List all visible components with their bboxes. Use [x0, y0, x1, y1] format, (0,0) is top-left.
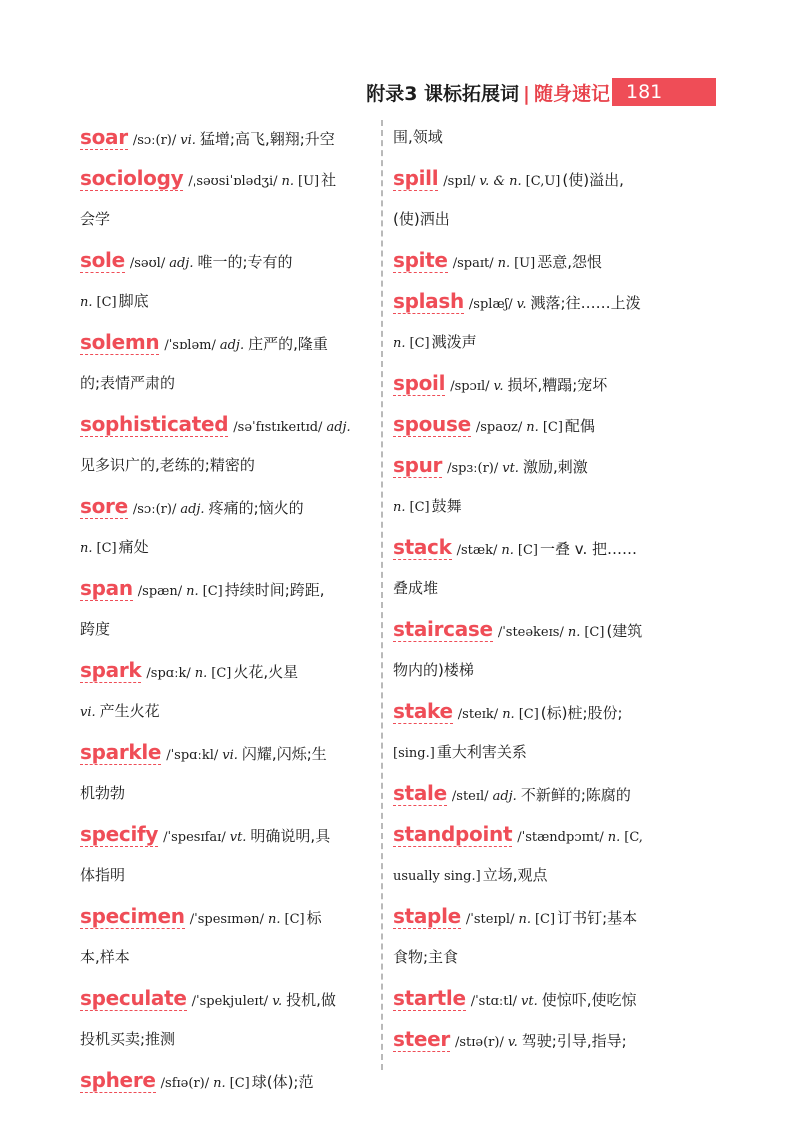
- definition: (使)溢出,: [562, 171, 624, 189]
- grammar-label: [C]: [211, 666, 232, 681]
- grammar-label: [sing.]: [393, 746, 435, 761]
- entry-continuation: [80, 691, 374, 732]
- definition: 重大利害关系: [436, 743, 527, 761]
- part-of-speech: n.: [186, 584, 199, 599]
- headword: stack: [393, 535, 452, 559]
- entry-continuation: [80, 527, 374, 568]
- headword: startle: [393, 986, 466, 1010]
- phonetic: /ˈsɒləm/: [164, 338, 216, 353]
- definition: 溅落;往……上泼: [530, 294, 641, 312]
- headword: spoil: [393, 371, 446, 395]
- part-of-speech: v. & n.: [479, 174, 522, 189]
- phonetic: /steɪl/: [451, 789, 489, 804]
- phonetic: /səˈfɪstɪkeɪtɪd/: [233, 420, 323, 435]
- dictionary-entry: [393, 1019, 693, 1060]
- definition: 机勃勃: [80, 784, 126, 802]
- headword: spite: [393, 248, 448, 272]
- definition: 的;表情严肃的: [80, 374, 176, 392]
- dictionary-entry: [393, 363, 693, 404]
- phonetic: /ˈspesɪmən/: [189, 912, 264, 927]
- part-of-speech: n.: [393, 336, 406, 351]
- definition: 明确说明,具: [250, 827, 331, 845]
- headword: specimen: [80, 904, 185, 928]
- part-of-speech: adj.: [326, 420, 351, 435]
- phonetic: /sfɪə(r)/: [160, 1076, 210, 1091]
- definition: 配偶: [564, 417, 595, 435]
- entry-continuation: [393, 199, 693, 240]
- grammar-label: [C]: [96, 295, 117, 310]
- grammar-label: [C]: [542, 420, 563, 435]
- phonetic: /səʊl/: [129, 256, 166, 271]
- definition: (使)洒出: [393, 210, 450, 228]
- part-of-speech: n.: [567, 625, 581, 640]
- entry-continuation: [80, 281, 374, 322]
- definition: 投机,做: [286, 991, 336, 1009]
- left-column: [80, 117, 374, 1101]
- definition: 标: [306, 909, 322, 927]
- grammar-label: [C,U]: [525, 174, 561, 189]
- phonetic: /sɔː(r)/: [132, 502, 177, 517]
- dictionary-entry: [393, 978, 693, 1019]
- right-column: [393, 117, 693, 1060]
- phonetic: /ˈspɑːkl/: [166, 748, 219, 763]
- definition: 唯一的;专有的: [197, 253, 293, 271]
- part-of-speech: n.: [526, 420, 539, 435]
- headword: specify: [80, 822, 159, 846]
- part-of-speech: vt.: [521, 994, 538, 1009]
- part-of-speech: adj.: [492, 789, 517, 804]
- definition: 损坏,糟蹋;宠坏: [507, 376, 608, 394]
- phonetic: /spɪl/: [443, 174, 476, 189]
- part-of-speech: n.: [497, 256, 511, 271]
- header-appendix: 附录3 课标拓展词: [366, 83, 520, 105]
- phonetic: /ˈsteəkeɪs/: [497, 625, 564, 640]
- part-of-speech: n.: [281, 174, 295, 189]
- headword: spill: [393, 166, 439, 190]
- headword: stake: [393, 699, 453, 723]
- phonetic: /ˈstɑːtl/: [470, 994, 518, 1009]
- dictionary-entry: [80, 732, 374, 773]
- dictionary-entry: [80, 814, 374, 855]
- phonetic: /spæn/: [137, 584, 183, 599]
- phonetic: /sɔː(r)/: [132, 133, 177, 148]
- definition: 溅泼声: [431, 333, 477, 351]
- dictionary-entry: [80, 322, 374, 363]
- definition: 球(体);范: [251, 1073, 314, 1091]
- part-of-speech: vi.: [222, 748, 238, 763]
- entry-continuation: [80, 855, 374, 896]
- grammar-label: [C]: [409, 500, 430, 515]
- grammar-label: [C]: [584, 625, 605, 640]
- dictionary-entry: [80, 404, 374, 445]
- headword: sociology: [80, 166, 184, 190]
- definition: 叠成堆: [393, 579, 439, 597]
- header-title: [366, 79, 610, 106]
- dictionary-entry: [80, 896, 374, 937]
- dictionary-entry: [393, 281, 693, 322]
- entry-continuation: [393, 486, 693, 527]
- headword: steer: [393, 1027, 450, 1051]
- phonetic: /spaʊz/: [475, 420, 523, 435]
- phonetic: /ˈstændpɔɪnt/: [517, 830, 604, 845]
- part-of-speech: vi.: [180, 133, 196, 148]
- dictionary-entry: [393, 240, 693, 281]
- dictionary-entry: [80, 1060, 374, 1101]
- dictionary-entry: [393, 158, 693, 199]
- phonetic: /spɔɪl/: [450, 379, 490, 394]
- entry-continuation: [80, 773, 374, 814]
- headword: staple: [393, 904, 461, 928]
- definition: 持续时间;跨距,: [224, 581, 325, 599]
- phonetic: /ˈspekjuleɪt/: [191, 994, 269, 1009]
- headword: sophisticated: [80, 412, 229, 436]
- phonetic: /spɑːk/: [146, 666, 191, 681]
- headword: solemn: [80, 330, 160, 354]
- definition: 食物;主食: [393, 948, 459, 966]
- definition: 痛处: [118, 538, 149, 556]
- definition: 产生火花: [99, 702, 160, 720]
- definition: 社: [321, 171, 337, 189]
- grammar-label: usually sing.]: [393, 869, 481, 884]
- part-of-speech: adj.: [219, 338, 245, 353]
- dictionary-entry: [80, 486, 374, 527]
- dictionary-entry: [80, 978, 374, 1019]
- entry-continuation: [80, 199, 374, 240]
- headword: soar: [80, 125, 128, 149]
- phonetic: /stæk/: [456, 543, 498, 558]
- dictionary-entry: [393, 609, 693, 650]
- entry-continuation: [80, 609, 374, 650]
- dictionary-entry: [393, 691, 693, 732]
- entry-continuation: [80, 363, 374, 404]
- phonetic: /spaɪt/: [452, 256, 494, 271]
- headword: sole: [80, 248, 125, 272]
- grammar-label: [C]: [534, 912, 556, 927]
- part-of-speech: n.: [502, 707, 515, 722]
- headword: sparkle: [80, 740, 162, 764]
- definition: 火花,火星: [233, 663, 299, 681]
- part-of-speech: n.: [268, 912, 281, 927]
- definition: 围,领域: [393, 128, 443, 146]
- grammar-label: [C]: [409, 336, 430, 351]
- page-number-badge: 181: [612, 78, 716, 106]
- headword: standpoint: [393, 822, 513, 846]
- grammar-label: [C]: [284, 912, 305, 927]
- grammar-label: [C]: [96, 541, 117, 556]
- definition: 驾驶;引导,指导;: [521, 1032, 627, 1050]
- entry-continuation: [393, 322, 693, 363]
- headword: stale: [393, 781, 447, 805]
- dictionary-entry: [393, 527, 693, 568]
- entry-continuation: [393, 568, 693, 609]
- definition: 见多识广的,老练的;精密的: [80, 456, 255, 474]
- dictionary-entry: [393, 773, 693, 814]
- entry-continuation: [80, 1019, 374, 1060]
- grammar-label: [U]: [298, 174, 320, 189]
- dictionary-entry: [393, 404, 693, 445]
- column-divider: [381, 120, 383, 1070]
- part-of-speech: n.: [213, 1076, 226, 1091]
- headword: sphere: [80, 1068, 156, 1092]
- phonetic: /ˈsteɪpl/: [465, 912, 515, 927]
- definition: 恶意,怨恨: [537, 253, 602, 271]
- definition: 激励,刺激: [522, 458, 588, 476]
- phonetic: /splæʃ/: [468, 297, 513, 312]
- part-of-speech: adj.: [180, 502, 205, 517]
- definition: 疼痛的;恼火的: [208, 499, 304, 517]
- dictionary-entry: [80, 650, 374, 691]
- part-of-speech: n.: [501, 543, 514, 558]
- definition: 鼓舞: [431, 497, 462, 515]
- part-of-speech: vt.: [502, 461, 519, 476]
- definition: 立场,观点: [482, 866, 548, 884]
- grammar-label: [C]: [518, 707, 539, 722]
- grammar-label: [C]: [229, 1076, 250, 1091]
- entry-continuation: [80, 445, 374, 486]
- grammar-label: [C]: [517, 543, 538, 558]
- definition: 闪耀,闪烁;生: [241, 745, 327, 763]
- grammar-label: [C,: [624, 830, 643, 845]
- page-header: [0, 78, 800, 108]
- definition: (建筑: [606, 622, 643, 640]
- headword: span: [80, 576, 133, 600]
- part-of-speech: n.: [80, 295, 93, 310]
- part-of-speech: n.: [194, 666, 208, 681]
- dictionary-entry: [393, 814, 693, 855]
- part-of-speech: v.: [507, 1035, 518, 1050]
- part-of-speech: n.: [80, 541, 93, 556]
- definition: 脚底: [118, 292, 149, 310]
- definition: (标)桩;股份;: [540, 704, 623, 722]
- definition: 使惊吓,使吃惊: [541, 991, 637, 1009]
- dictionary-entry: [80, 568, 374, 609]
- definition: 订书钉;基本: [557, 909, 638, 927]
- headword: spark: [80, 658, 142, 682]
- definition: 体指明: [80, 866, 126, 884]
- part-of-speech: vi.: [80, 705, 96, 720]
- dictionary-entry: [80, 240, 374, 281]
- entry-continuation: [393, 937, 693, 978]
- headword: spouse: [393, 412, 471, 436]
- part-of-speech: v.: [272, 994, 283, 1009]
- definition: 一叠 v. 把……: [540, 540, 638, 558]
- definition: 会学: [80, 210, 111, 228]
- entry-continuation: [393, 855, 693, 896]
- dictionary-entry: [393, 445, 693, 486]
- definition: 本,样本: [80, 948, 130, 966]
- headword: splash: [393, 289, 464, 313]
- phonetic: /steɪk/: [457, 707, 499, 722]
- entry-continuation: [393, 732, 693, 773]
- part-of-speech: adj.: [169, 256, 194, 271]
- dictionary-entry: [80, 158, 374, 199]
- part-of-speech: n.: [607, 830, 621, 845]
- phonetic: /stɪə(r)/: [454, 1035, 504, 1050]
- definition: 不新鲜的;陈腐的: [520, 786, 631, 804]
- entry-continuation: [80, 937, 374, 978]
- part-of-speech: n.: [518, 912, 531, 927]
- part-of-speech: v.: [493, 379, 504, 394]
- grammar-label: [C]: [202, 584, 223, 599]
- part-of-speech: n.: [393, 500, 406, 515]
- definition: 跨度: [80, 620, 111, 638]
- part-of-speech: vt.: [229, 830, 247, 845]
- headword: speculate: [80, 986, 187, 1010]
- phonetic: /ˌsəʊsiˈɒlədʒi/: [188, 174, 278, 189]
- phonetic: /ˈspesɪfaɪ/: [163, 830, 226, 845]
- entry-continuation: [393, 650, 693, 691]
- definition: 猛增;高飞,翱翔;升空: [199, 130, 335, 148]
- grammar-label: [U]: [514, 256, 536, 271]
- definition: 物内的)楼梯: [393, 661, 474, 679]
- header-memo: 随身速记: [533, 83, 610, 105]
- dictionary-entry: [393, 896, 693, 937]
- phonetic: /spɜː(r)/: [447, 461, 499, 476]
- headword: spur: [393, 453, 443, 477]
- header-separator: |: [523, 83, 530, 105]
- headword: staircase: [393, 617, 493, 641]
- entry-continuation: [393, 117, 693, 158]
- definition: 庄严的,隆重: [248, 335, 328, 353]
- part-of-speech: v.: [516, 297, 527, 312]
- headword: sore: [80, 494, 128, 518]
- dictionary-entry: [80, 117, 374, 158]
- definition: 投机买卖;推测: [80, 1030, 176, 1048]
